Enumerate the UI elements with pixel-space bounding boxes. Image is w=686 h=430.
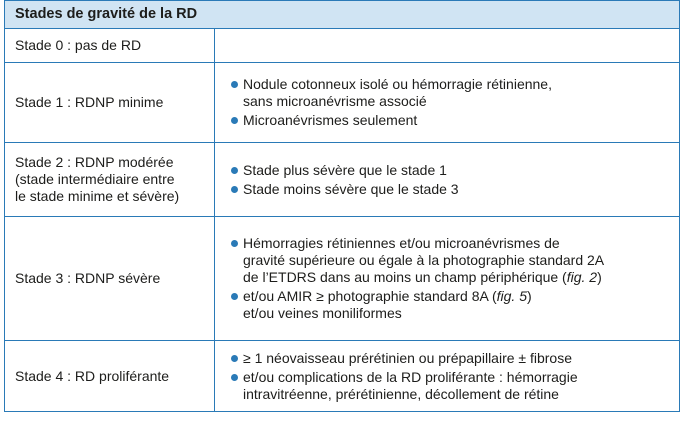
bullet-icon [231, 240, 238, 247]
stage-label: Stade 0 : pas de RD [5, 29, 215, 62]
stage-label: Stade 1 : RDNP minime [5, 63, 215, 142]
stage-description [215, 341, 679, 411]
table-row-stage-1 [5, 62, 679, 142]
stage-label: Stade 4 : RD proliférante [5, 341, 215, 411]
bullet-icon [231, 117, 238, 124]
list-item: Hémorragies rétiniennes et/ou microanévrismes de gravité supérieure ou égale à la photographie standard 2A de l’ETDRS dans au moins un champ périphérique (fig. 2) [231, 235, 679, 286]
bullet-icon [231, 293, 238, 300]
bullet-icon [231, 167, 238, 174]
list-item: Nodule cotonneux isolé ou hémorragie rétinienne, sans microanévrisme associé [231, 76, 679, 110]
table-row-stage-4 [5, 340, 679, 411]
table-title: Stades de gravité de la RD [15, 6, 198, 22]
list-item: Microanévrismes seulement [231, 112, 679, 129]
list-item: Stade moins sévère que le stade 3 [231, 181, 679, 198]
stage-description [215, 217, 679, 340]
list-item: et/ou complications de la RD proliférante : hémorragie intravitréenne, prérétinienne, décollement de rétine [231, 369, 679, 403]
stage-description [215, 143, 679, 216]
gravity-stages-table [4, 0, 680, 412]
bullet-icon [231, 355, 238, 362]
stage-description [215, 29, 679, 62]
table-row-stage-2 [5, 142, 679, 216]
figure-reference: fig. 5 [496, 288, 527, 304]
bullet-icon [231, 81, 238, 88]
table-header [5, 1, 679, 28]
list-item: ≥ 1 néovaisseau prérétinien ou prépapillaire ± fibrose [231, 350, 679, 367]
table-row-stage-3 [5, 216, 679, 340]
stage-label: Stade 3 : RDNP sévère [5, 217, 215, 340]
list-item: et/ou AMIR ≥ photographie standard 8A (fig. 5) et/ou veines moniliformes [231, 288, 679, 322]
bullet-icon [231, 186, 238, 193]
list-item: Stade plus sévère que le stade 1 [231, 162, 679, 179]
stage-description [215, 63, 679, 142]
stage-label: Stade 2 : RDNP modérée (stade intermédiaire entre le stade minime et sévère) [5, 143, 215, 216]
figure-reference: fig. 2 [566, 269, 598, 285]
table-row-stage-0 [5, 28, 679, 62]
bullet-icon [231, 374, 238, 381]
